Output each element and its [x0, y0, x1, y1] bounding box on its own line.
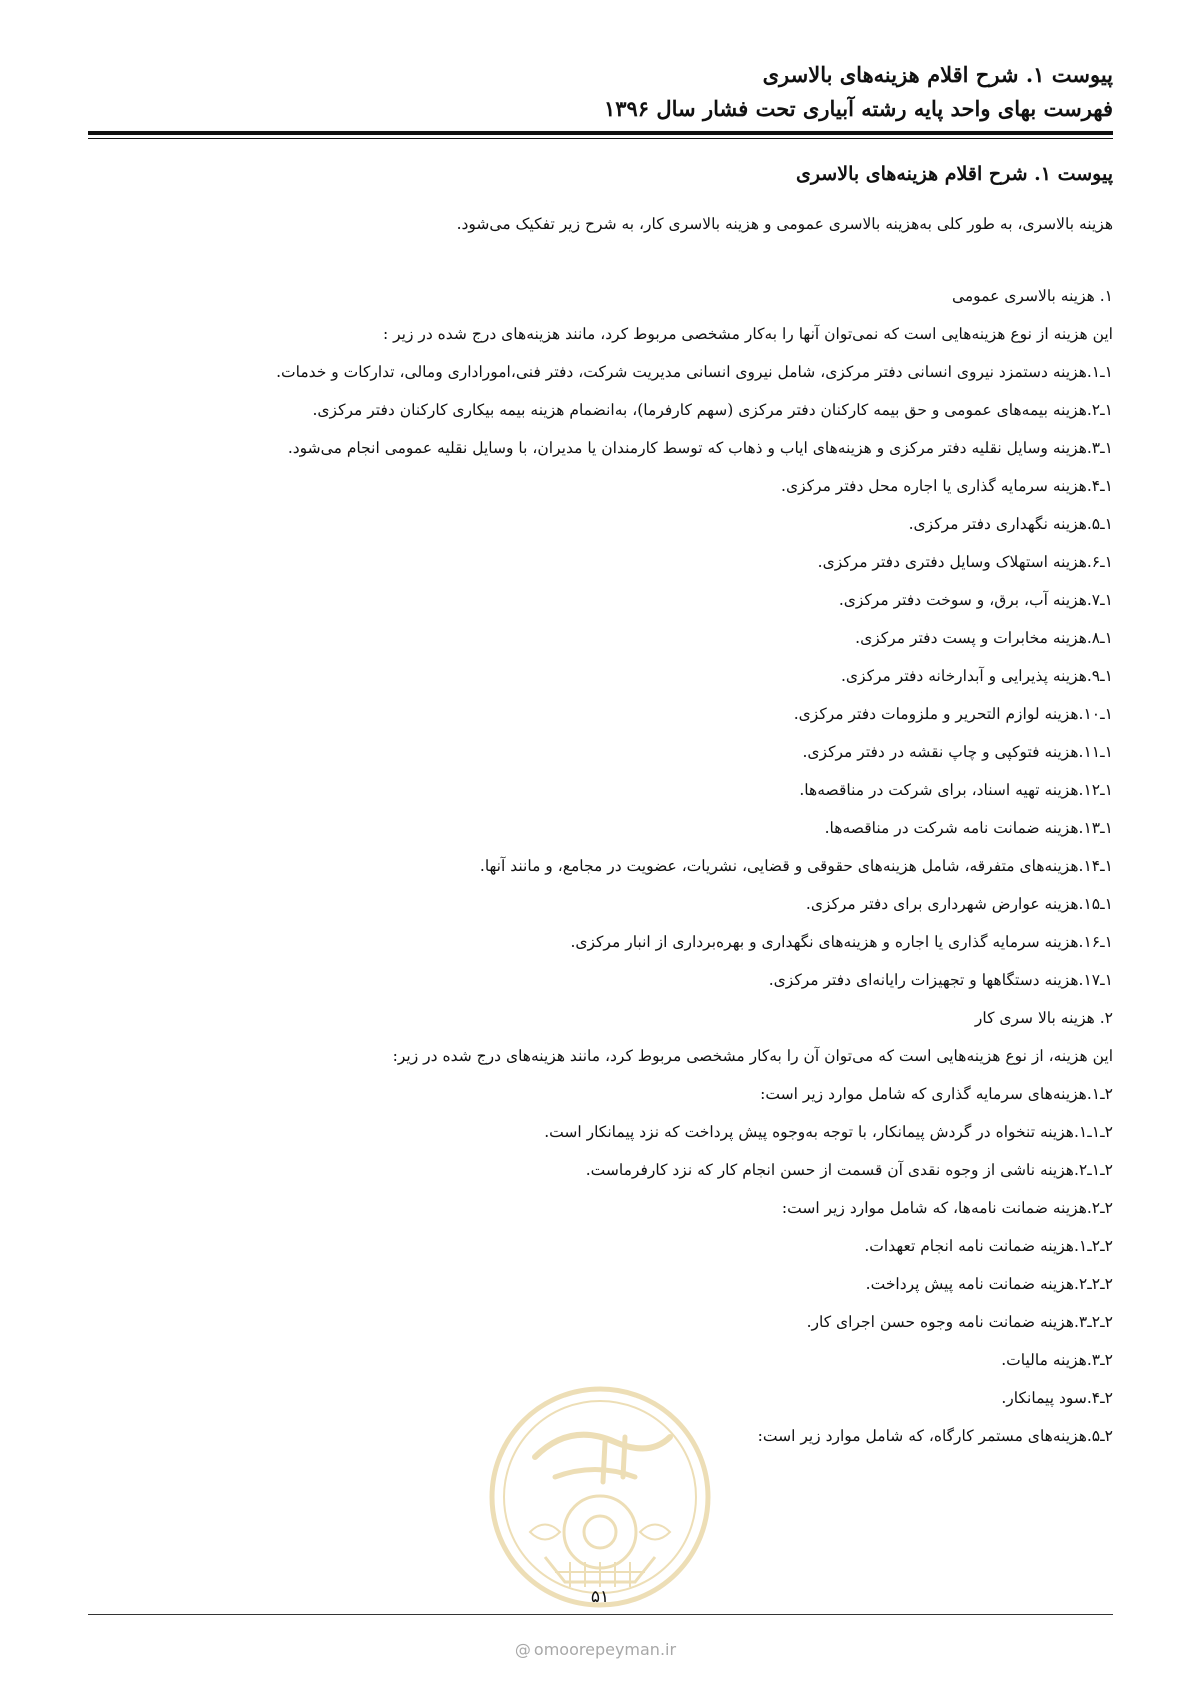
page-content	[150, 158, 1113, 1455]
list-item: ۲ـ۵.هزینه‌های مستمر کارگاه، که شامل موارد زیر است:	[757, 1427, 1113, 1445]
watermark-seal-logo	[485, 1382, 715, 1612]
list-item: ۱. هزینه بالاسری عمومی	[951, 287, 1113, 305]
list-item: این هزینه از نوع هزینه‌هایی است که نمی‌توان آنها را به‌کار مشخصی مربوط کرد، مانند هزینه‌های درج شده در زیر :	[382, 325, 1113, 343]
list-item: ۱ـ۴.هزینه سرمایه گذاری یا اجاره محل دفتر مرکزی.	[781, 477, 1113, 495]
footer-rule	[88, 1614, 1113, 1615]
list-item: ۱ـ۱۱.هزینه فتوکپی و چاپ نقشه در دفتر مرکزی.	[802, 743, 1113, 761]
list-item: ۲ـ۲.هزینه ضمانت نامه‌ها، که شامل موارد زیر است:	[781, 1199, 1113, 1217]
list-item: ۱ـ۷.هزینه آب، برق، و سوخت دفتر مرکزی.	[838, 591, 1113, 609]
page-header	[88, 58, 1113, 126]
list-item: ۱ـ۱۳.هزینه ضمانت نامه شرکت در مناقصه‌ها.	[824, 819, 1113, 837]
list-item: ۱ـ۳.هزینه وسایل نقلیه دفتر مرکزی و هزینه‌های ایاب و ذهاب که توسط کارمندان یا مدیران، با وسایل نقلیه عمومی انجام می‌شود.	[287, 439, 1113, 457]
site-credit-text: omoorepeyman.ir	[533, 1640, 677, 1659]
list-item: ۱ـ۱۲.هزینه تهیه اسناد، برای شرکت در مناقصه‌ها.	[799, 781, 1113, 799]
header-rule-thick	[88, 131, 1113, 135]
list-item: ۲ـ۲ـ۳.هزینه ضمانت نامه وجوه حسن اجرای کار.	[806, 1313, 1113, 1331]
list-item: ۲ـ۱ـ۲.هزینه ناشی از وجوه نقدی آن قسمت از حسن انجام کار که نزد کارفرماست.	[585, 1161, 1113, 1179]
list-item: ۲ـ۲ـ۱.هزینه ضمانت نامه انجام تعهدات.	[864, 1237, 1113, 1255]
list-item: ۲ـ۳.هزینه مالیات.	[1001, 1351, 1113, 1369]
list-item: ۲ـ۱ـ۱.هزینه تنخواه در گردش پیمانکار، با توجه به‌وجوه پیش پرداخت که نزد پیمانکار است.	[544, 1123, 1113, 1141]
section-title: پیوست ۱. شرح اقلام هزینه‌های بالاسری	[795, 163, 1113, 185]
list-item: ۱ـ۱.هزینه دستمزد نیروی انسانی دفتر مرکزی، شامل نیروی انسانی مدیریت شرکت، دفتر فنی،اموراداری ومالی، تدارکات و خدمات.	[276, 363, 1113, 381]
list-item: ۲ـ۱.هزینه‌های سرمایه گذاری که شامل موارد زیر است:	[760, 1085, 1113, 1103]
list-item: این هزینه، از نوع هزینه‌هایی است که می‌توان آن را به‌کار مشخصی مربوط کرد، مانند هزینه‌های درج شده در زیر:	[392, 1047, 1113, 1065]
list-item: ۲ـ۴.سود پیمانکار.	[1001, 1389, 1113, 1407]
page-number: ۵۱	[590, 1587, 610, 1607]
list-item: ۲ـ۲ـ۲.هزینه ضمانت نامه پیش پرداخت.	[865, 1275, 1113, 1293]
list-item: ۱ـ۱۷.هزینه دستگاهها و تجهیزات رایانه‌ای دفتر مرکزی.	[768, 971, 1113, 989]
header-line-1: پیوست ۱. شرح اقلام هزینه‌های بالاسری	[762, 62, 1113, 87]
list-item: ۱ـ۵.هزینه نگهداری دفتر مرکزی.	[908, 515, 1113, 533]
list-item: ۱ـ۱۶.هزینه سرمایه گذاری یا اجاره و هزینه‌های نگهداری و بهره‌برداری از انبار مرکزی.	[570, 933, 1113, 951]
site-credit	[400, 1640, 791, 1659]
intro-paragraph: هزینه بالاسری، به طور کلی به‌هزینه بالاسری عمومی و هزینه بالاسری کار، به شرح زیر تفکیک می‌شود.	[456, 215, 1113, 233]
list-item: ۱ـ۱۵.هزینه عوارض شهرداری برای دفتر مرکزی.	[805, 895, 1113, 913]
list-item: ۱ـ۸.هزینه مخابرات و پست دفتر مرکزی.	[855, 629, 1113, 647]
list-item: ۱ـ۲.هزینه بیمه‌های عمومی و حق بیمه کارکنان دفتر مرکزی (سهم کارفرما)، به‌انضمام هزینه بیمه بیکاری کارکنان دفتر مرکزی.	[312, 401, 1113, 419]
list-item: ۱ـ۱۰.هزینه لوازم التحریر و ملزومات دفتر مرکزی.	[793, 705, 1113, 723]
at-sign-icon: @	[514, 1640, 531, 1659]
header-line-2: فهرست بهای واحد پایه رشته آبیاری تحت فشار سال ۱۳۹۶	[603, 96, 1113, 121]
list-item: ۱ـ۹.هزینه پذیرایی و آبدارخانه دفتر مرکزی.	[841, 667, 1113, 685]
item-list	[150, 277, 1113, 1455]
list-item: ۲. هزینه بالا سری کار	[974, 1009, 1113, 1027]
list-item: ۱ـ۶.هزینه استهلاک وسایل دفتری دفتر مرکزی.	[817, 553, 1113, 571]
header-rule-thin	[88, 138, 1113, 139]
list-item: ۱ـ۱۴.هزینه‌های متفرقه، شامل هزینه‌های حقوقی و قضایی، نشریات، عضویت در مجامع، و مانند آنها.	[479, 857, 1113, 875]
